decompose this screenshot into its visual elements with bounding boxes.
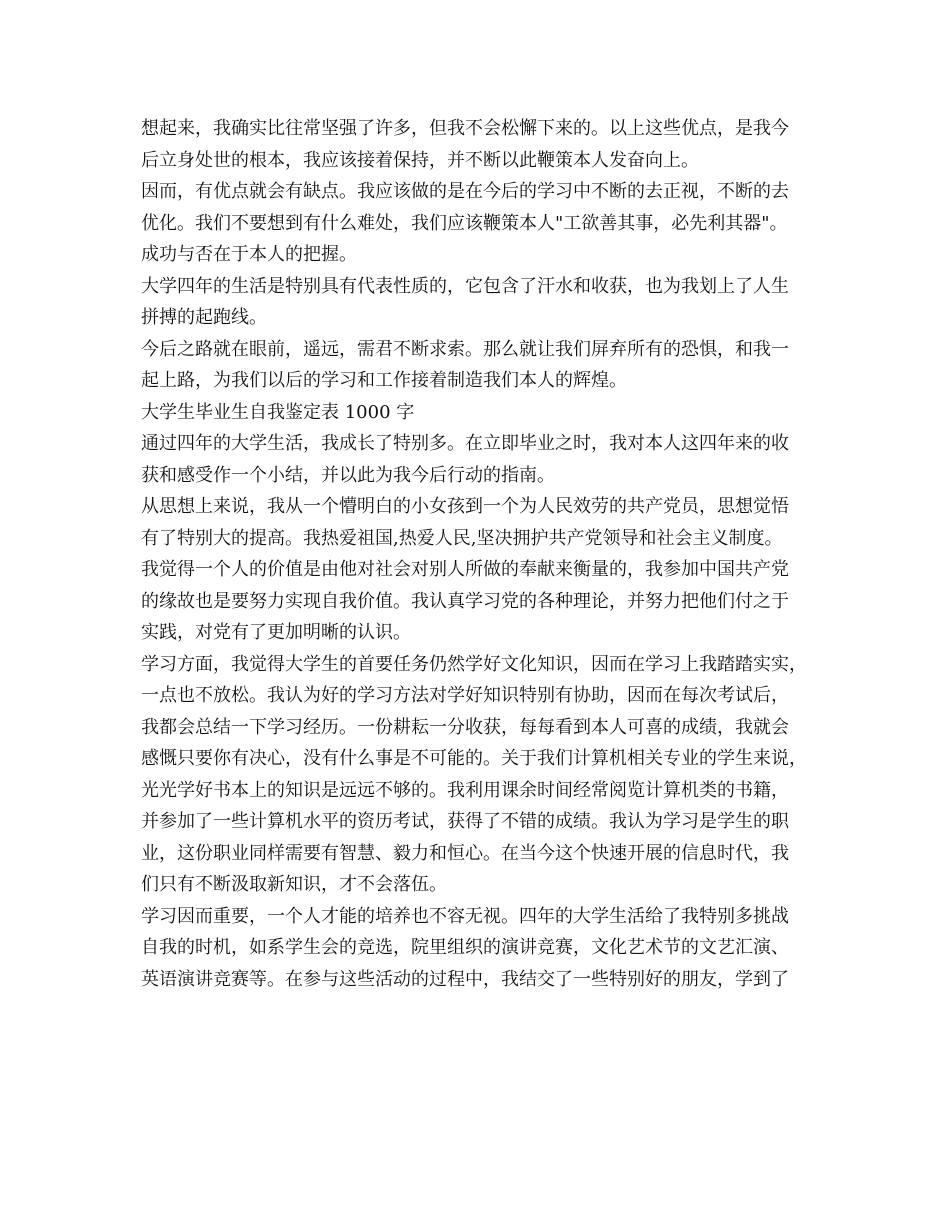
section-heading: 大学生毕业生自我鉴定表 1000 字 — [141, 401, 415, 423]
text-line: 拼搏的起跑线。 — [141, 307, 267, 328]
text-line: 学习因而重要，一个人才能的培养也不容无视。四年的大学生活给了我特别多挑战 — [141, 905, 789, 927]
text-line: 英语演讲竞赛等。在参与这些活动的过程中，我结交了一些特别好的朋友，学到了 — [141, 968, 789, 990]
text-line: 学习方面，我觉得大学生的首要任务仍然学好文化知识，因而在学习上我踏踏实实， — [141, 653, 807, 675]
text-line: 实践，对党有了更加明晰的认识。 — [141, 622, 411, 643]
text-line: 有了特别大的提高。我热爱祖国,热爱人民,坚决拥护共产党领导和社会主义制度。 — [141, 527, 783, 549]
text-line: 业，这份职业同样需要有智慧、毅力和恒心。在当今这个快速开展的信息时代，我 — [141, 842, 789, 864]
text-line: 们只有不断汲取新知识，才不会落伍。 — [141, 874, 447, 895]
text-line: 自我的时机，如系学生会的竞选，院里组织的演讲竞赛，文化艺术节的文艺汇演、 — [141, 937, 789, 958]
text-line: 我觉得一个人的价值是由他对社会对别人所做的奉献来衡量的，我参加中国共产党 — [141, 559, 789, 580]
text-line: 的缘故也是要努力实现自我价值。我认真学习党的各种理论，并努力把他们付之于 — [141, 590, 789, 612]
text-line: 后立身处世的根本，我应该接着保持，并不断以此鞭策本人发奋向上。 — [141, 149, 699, 171]
text-line: 想起来，我确实比往常坚强了许多，但我不会松懈下来的。以上这些优点，是我今 — [141, 118, 789, 139]
text-line: 起上路，为我们以后的学习和工作接着制造我们本人的辉煌。 — [141, 370, 627, 391]
text-line: 光光学好书本上的知识是远远不够的。我利用课余时间经常阅览计算机类的书籍， — [141, 779, 789, 801]
text-line: 并参加了一些计算机水平的资历考试，获得了不错的成绩。我认为学习是学生的职 — [141, 811, 789, 832]
text-line: 优化。我们不要想到有什么难处，我们应该鞭策本人"工欲善其事，必先利其器"。 — [141, 212, 788, 234]
text-line: 今后之路就在眼前，遥远，需君不断求索。那么就让我们屏弃所有的恐惧，和我一 — [141, 338, 789, 360]
text-line: 我都会总结一下学习经历。一份耕耘一分收获，每每看到本人可喜的成绩，我就会 — [141, 716, 789, 738]
text-line: 大学四年的生活是特别具有代表性质的，它包含了汗水和收获，也为我划上了人生 — [141, 275, 789, 297]
text-line: 因而，有优点就会有缺点。我应该做的是在今后的学习中不断的去正视，不断的去 — [141, 181, 789, 202]
text-line: 感慨只要你有决心，没有什么事是不可能的。关于我们计算机相关专业的学生来说， — [141, 748, 807, 769]
text-line: 从思想上来说，我从一个懵明白的小女孩到一个为人民效劳的共产党员，思想觉悟 — [141, 496, 789, 517]
text-line: 一点也不放松。我认为好的学习方法对学好知识特别有协助，因而在每次考试后， — [141, 685, 789, 706]
text-line: 成功与否在于本人的把握。 — [141, 244, 357, 265]
text-line: 通过四年的大学生活，我成长了特别多。在立即毕业之时，我对本人这四年来的收 — [141, 433, 789, 454]
text-line: 获和感受作一个小结，并以此为我今后行动的指南。 — [141, 464, 555, 486]
